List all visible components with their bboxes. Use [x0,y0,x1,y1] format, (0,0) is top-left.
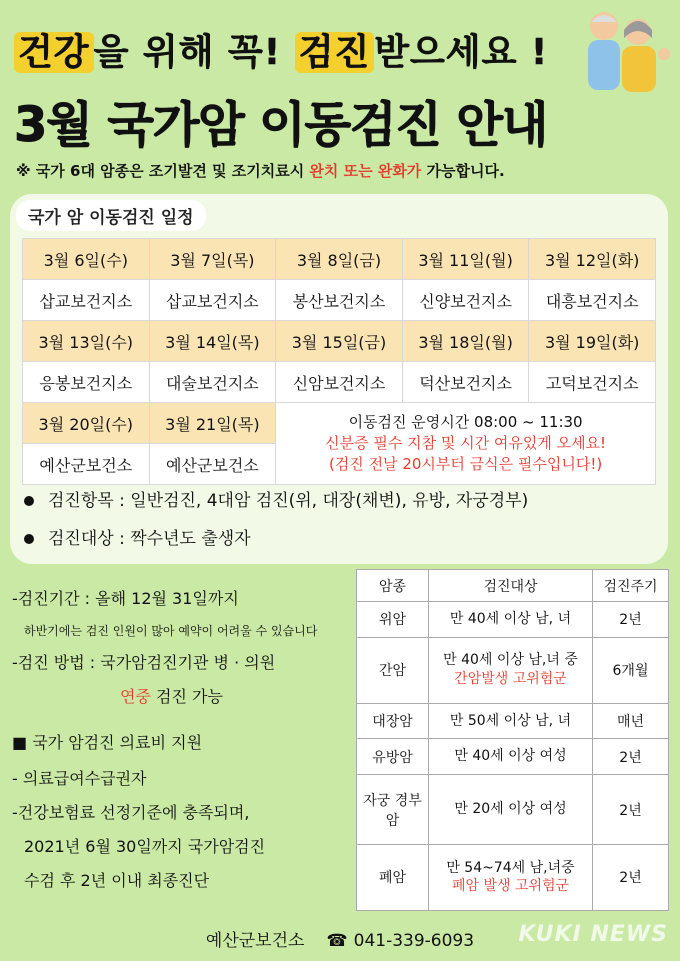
support-item: 2021년 6월 30일까지 국가암검진 [24,837,266,856]
cancer-cycle: 매년 [593,703,669,739]
cancer-type: 위암 [357,602,429,638]
schedule-date: 3월 6일(수) [23,239,150,280]
bullet-icon [24,534,34,544]
table-row [23,280,656,321]
target-text: 만 40세 이상 남, 녀 [449,610,572,627]
headline-highlight-checkup: 검진 [295,32,375,73]
list-item [24,488,528,526]
exam-method: -검진 방법 : 국가암검진기관 병 · 의원 [12,653,276,672]
list-item [24,526,528,564]
headline-sub [14,24,548,75]
schedule-place: 예산군보건소 [23,444,150,485]
cancer-type: 유방암 [357,739,429,775]
operating-hours: 이동검진 운영시간 08:00 ~ 11:30 [348,413,583,431]
org-name: 예산군보건소 [205,931,305,951]
note-highlight: 완치 또는 완화가 [309,162,422,180]
exam-period-note: 하반기에는 검진 인원이 많아 예약이 어려울 수 있습니다 [24,624,318,638]
schedule-place: 신양보건지소 [402,280,529,321]
cancer-target [429,844,593,910]
schedule-place: 삽교보건지소 [149,280,276,321]
cancer-cycle: 2년 [593,775,669,845]
schedule-place: 봉산보건지소 [276,280,403,321]
target-text: 만 20세 이상 여성 [454,801,567,818]
cancer-target [429,739,593,775]
headline-text-end: 받으세요 ! [374,32,549,73]
table-row [357,739,669,775]
target-text: 만 54~74세 남,녀중 [446,859,575,876]
table-row [23,403,656,444]
exam-bullets [24,488,528,564]
cancer-type: 자궁 경부암 [357,775,429,845]
schedule-date: 3월 7일(목) [149,239,276,280]
support-item: - 의료급여수급권자 [12,769,147,788]
cancer-cycle: 2년 [593,844,669,910]
table-row [357,844,669,910]
cancer-cycle: 2년 [593,602,669,638]
schedule-date: 3월 18일(월) [402,321,529,362]
note-prefix: ※ 국가 6대 암종은 조기발견 및 조기치료시 [16,162,310,180]
column-header: 검진대상 [429,570,593,602]
cancer-target [429,637,593,703]
table-row [357,602,669,638]
target-highlight: 간암발생 고위험군 [454,671,567,688]
early-detection-note [16,160,505,181]
target-text: 만 50세 이상 남, 녀 [449,712,572,729]
schedule-date: 3월 19일(화) [529,321,656,362]
cancer-target [429,602,593,638]
schedule-place: 삽교보건지소 [23,280,150,321]
cancer-type: 간암 [357,637,429,703]
schedule-place: 덕산보건지소 [402,362,529,403]
table-header-row [357,570,669,602]
support-item: -건강보험료 선정기준에 충족되며, [12,803,250,822]
table-row [23,239,656,280]
schedule-title: 국가 암 이동검진 일정 [16,200,206,231]
cancer-target [429,703,593,739]
phone-icon: ☎ [326,931,348,951]
support-item: 수검 후 2년 이내 최종진단 [24,871,210,890]
schedule-place: 대술보건지소 [149,362,276,403]
schedule-date: 3월 21일(목) [149,403,276,444]
schedule-place: 예산군보건소 [149,444,276,485]
cancer-cycle: 6개월 [593,637,669,703]
page-title: 3월 국가암 이동검진 안내 [14,97,548,153]
headline-highlight-health: 건강 [14,32,94,73]
operating-info [276,403,656,485]
note-suffix: 가능합니다. [421,162,505,180]
cancer-table [356,569,669,911]
table-row [23,321,656,362]
schedule-table [22,238,656,485]
cancer-type: 폐암 [357,844,429,910]
target-text: 만 40세 이상 남,녀 중 [443,652,578,669]
bullet-icon [24,496,34,506]
schedule-date: 3월 14일(목) [149,321,276,362]
table-row [357,637,669,703]
elderly-couple-illustration [564,4,674,94]
schedule-date: 3월 12일(화) [529,239,656,280]
schedule-date: 3월 13일(수) [23,321,150,362]
exam-period: -검진기간 : 올해 12월 31일까지 [12,589,239,608]
fasting-reminder: (검진 전날 20시부터 금식은 필수입니다!) [328,455,603,473]
column-header: 검진주기 [593,570,669,602]
phone-number: 041-339-6093 [353,931,475,951]
exam-items-text: 검진항목 : 일반검진, 4대암 검진(위, 대장(채변), 유방, 자궁경부) [48,491,529,511]
method-highlight: 연중 [120,687,151,706]
table-row [357,775,669,845]
cancer-cycle: 2년 [593,739,669,775]
column-header: 암종 [357,570,429,602]
schedule-date: 3월 8일(금) [276,239,403,280]
id-reminder: 신분증 필수 지참 및 시간 여유있게 오세요! [325,434,607,452]
table-row [23,362,656,403]
news-watermark: KUKI NEWS [518,922,668,947]
exam-method-cont [120,684,223,707]
schedule-place: 고덕보건지소 [529,362,656,403]
schedule-date: 3월 20일(수) [23,403,150,444]
schedule-place: 응봉보건지소 [23,362,150,403]
schedule-date: 3월 11일(월) [402,239,529,280]
cancer-target [429,775,593,845]
cancer-type: 대장암 [357,703,429,739]
table-row [357,703,669,739]
schedule-place: 신암보건지소 [276,362,403,403]
support-title: ■ 국가 암검진 의료비 지원 [12,733,203,752]
exam-target-text: 검진대상 : 짝수년도 출생자 [48,529,251,549]
target-text: 만 40세 이상 여성 [454,748,567,765]
headline-text-mid: 을 위해 꼭! [93,32,295,73]
schedule-place: 대흥보건지소 [529,280,656,321]
target-highlight: 폐암 발생 고위험군 [451,878,570,895]
method-end: 검진 가능 [150,687,223,706]
schedule-date: 3월 15일(금) [276,321,403,362]
